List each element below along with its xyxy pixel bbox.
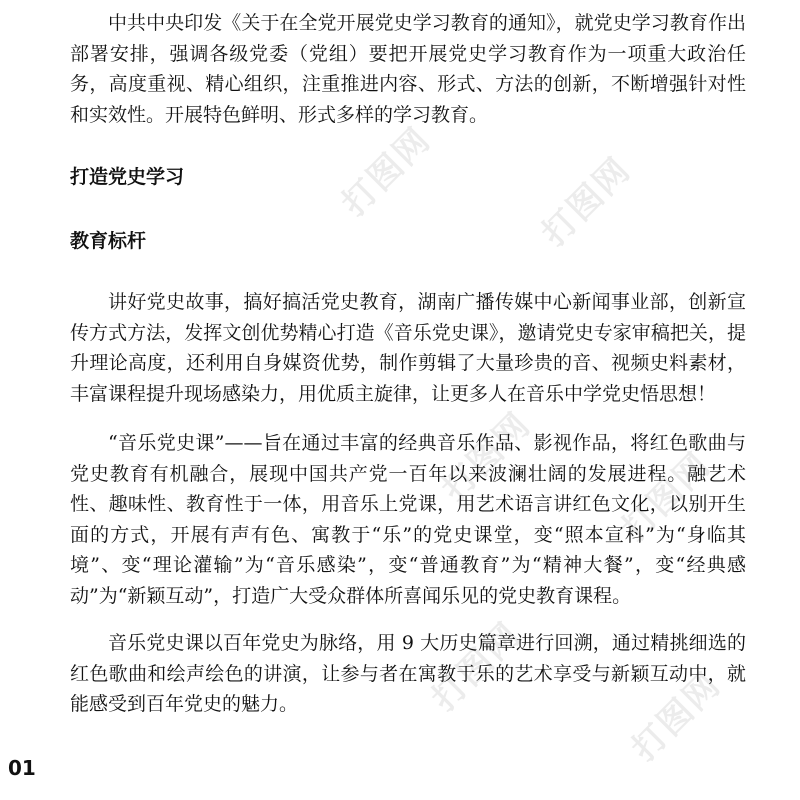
section-heading-line-2: 教育标杆 <box>70 230 147 252</box>
body-paragraph-storytelling: 讲好党史故事，搞好搞活党史教育，湖南广播传媒中心新闻事业部，创新宣传方式方法，发挥文创优势精心打造《音乐党史课》，邀请党史专家审稿把关，提升理论高度，还利用自身媒资优势，制作剪辑了大量珍贵的音、视频史料素材，丰富课程提升现场感染力，用优质主旋律，让更多人在音乐中学党史悟思想！ <box>70 291 746 405</box>
page-number: 01 <box>8 756 36 780</box>
watermark: 打图网 <box>614 444 719 550</box>
watermark: 打图网 <box>434 404 539 510</box>
watermark: 打图网 <box>424 614 529 720</box>
section-heading-line-1: 打造党史学习 <box>70 166 185 188</box>
intro-paragraph: 中共中央印发《关于在全党开展党史学习教育的通知》，就党史学习教育作出部署安排，强调各级党委（党组）要把开展党史学习教育作为一项重大政治任务，高度重视、精心组织，注重推进内容、形式、方法的创新，不断增强针对性和实效性。开展特色鲜明、形式多样的学习教育。 <box>70 12 746 126</box>
body-paragraph-music-course: “音乐党史课”——旨在通过丰富的经典音乐作品、影视作品，将红色歌曲与党史教育有机融合，展现中国共产党一百年以来波澜壮阔的发展进程。融艺术性、趣味性、教育性于一体，用音乐上党课，用艺术语言讲红色文化，以别开生面的方式，开展有声有色、寓教于“乐”的党史课堂，变“照本宣科”为“身临其境”、变“理论灌输”为“音乐感染”，变“普通教育”为“精神大餐”，变“经典感动”为“新颖互动”，打造广大受众群体所喜闻乐见的党史教育课程。 <box>70 432 746 607</box>
watermark: 打图网 <box>334 119 439 225</box>
watermark: 打图网 <box>624 664 729 770</box>
body-paragraph-chapters: 音乐党史课以百年党史为脉络，用 9 大历史篇章进行回溯，通过精挑细选的红色歌曲和绘声绘色的讲演，让参与者在寓教于乐的艺术享受与新颖互动中，就能感受到百年党史的魅力。 <box>70 632 746 715</box>
watermark: 打图网 <box>534 149 639 255</box>
